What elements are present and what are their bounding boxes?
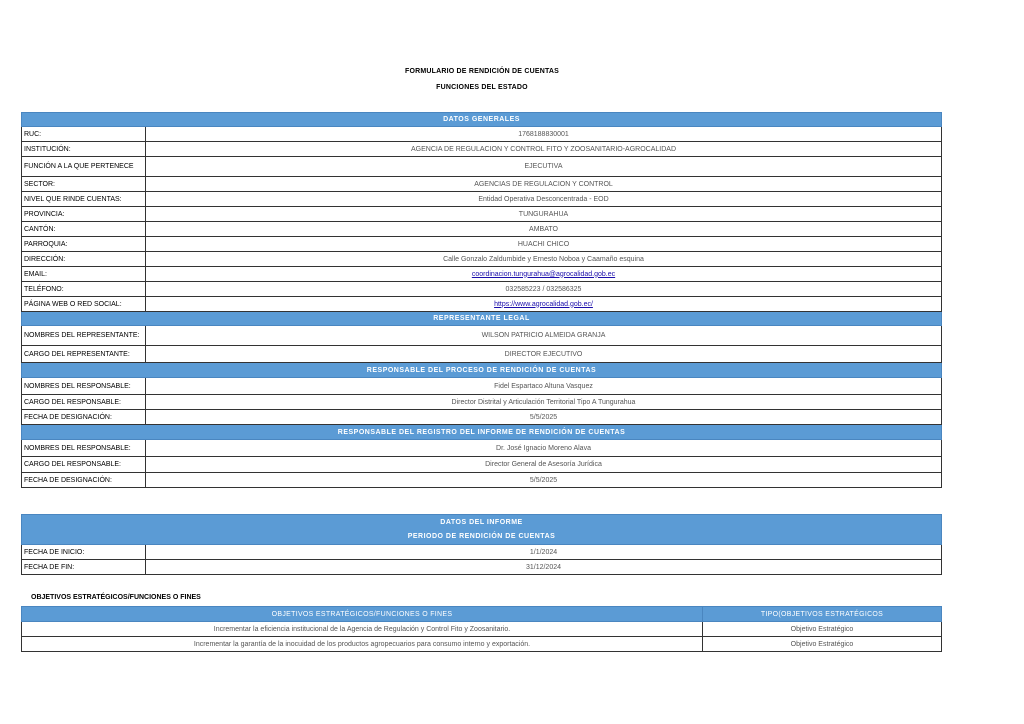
field-value: 5/5/2025 (146, 473, 942, 488)
column-header-objetivo: OBJETIVOS ESTRATÉGICOS/FUNCIONES O FINES (22, 607, 703, 622)
field-label: INSTITUCIÓN: (22, 142, 146, 157)
field-value: DIRECTOR EJECUTIVO (146, 346, 942, 363)
page-title: FORMULARIO DE RENDICIÓN DE CUENTAS (404, 68, 560, 75)
section-header-responsable-registro (22, 425, 942, 440)
table-row (22, 142, 942, 157)
table-row (22, 473, 942, 488)
table-row (22, 127, 942, 142)
field-label: FECHA DE FIN: (22, 560, 146, 575)
field-label: NOMBRES DEL RESPONSABLE: (22, 440, 146, 457)
table-row (22, 207, 942, 222)
field-label: CARGO DEL REPRESENTANTE: (22, 346, 146, 363)
page-subtitle: FUNCIONES DEL ESTADO (436, 84, 528, 91)
table-row (22, 440, 942, 457)
field-value: 032585223 / 032586325 (146, 282, 942, 297)
section-title: RESPONSABLE DEL REGISTRO DEL INFORME DE RENDICIÓN DE CUENTAS (22, 425, 942, 440)
table-row (22, 282, 942, 297)
table-row (22, 157, 942, 177)
field-label: NOMBRES DEL REPRESENTANTE: (22, 326, 146, 346)
table-row (22, 267, 942, 282)
field-label: PÁGINA WEB O RED SOCIAL: (22, 297, 146, 312)
field-value: EJECUTIVA (146, 157, 942, 177)
objective-text: Incrementar la eficiencia institucional de la Agencia de Regulación y Control Fito y Zoosanitario. (22, 622, 703, 637)
field-label: FUNCIÓN A LA QUE PERTENECE (22, 157, 146, 177)
section-title: DATOS GENERALES (22, 113, 942, 127)
field-label: DIRECCIÓN: (22, 252, 146, 267)
table-row (22, 457, 942, 473)
website-link[interactable]: https://www.agrocalidad.gob.ec/ (494, 300, 593, 308)
field-label: SECTOR: (22, 177, 146, 192)
table-row (22, 560, 942, 575)
section-header-responsable-proceso (22, 363, 942, 378)
field-label: NOMBRES DEL RESPONSABLE: (22, 378, 146, 395)
email-link[interactable]: coordinacion.tungurahua@agrocalidad.gob.ec (471, 270, 616, 278)
field-value: 31/12/2024 (146, 560, 942, 575)
field-value: Fidel Espartaco Altuna Vasquez (146, 378, 942, 395)
field-value: HUACHI CHICO (146, 237, 942, 252)
general-data-table (21, 112, 942, 488)
field-value: AGENCIAS DE REGULACION Y CONTROL (146, 177, 942, 192)
field-label: TELÉFONO: (22, 282, 146, 297)
field-label: PROVINCIA: (22, 207, 146, 222)
field-value: 1768188830001 (146, 127, 942, 142)
field-value: Entidad Operativa Desconcentrada - EOD (146, 192, 942, 207)
field-label: CARGO DEL RESPONSABLE: (22, 395, 146, 410)
column-header-tipo: TIPO(OBJETIVOS ESTRATÉGICOS (703, 607, 942, 622)
report-data-table (21, 514, 942, 575)
field-label: RUC: (22, 127, 146, 142)
field-label: CANTÓN: (22, 222, 146, 237)
table-row (22, 395, 942, 410)
field-value: Director Distrital y Articulación Territorial Tipo A Tungurahua (146, 395, 942, 410)
objectives-table (21, 606, 942, 652)
section-header-datos-generales (22, 113, 942, 127)
table-row (22, 378, 942, 395)
table-row (22, 545, 942, 560)
table-row (22, 326, 942, 346)
table-row (22, 297, 942, 312)
section-title: DATOS DEL INFORME (22, 515, 942, 530)
objective-type: Objetivo Estratégico (703, 622, 942, 637)
table-row (22, 222, 942, 237)
section-title: REPRESENTANTE LEGAL (22, 312, 942, 326)
table-row (22, 192, 942, 207)
table-row (22, 346, 942, 363)
field-label: PARROQUIA: (22, 237, 146, 252)
field-label: EMAIL: (22, 267, 146, 282)
section-title: RESPONSABLE DEL PROCESO DE RENDICIÓN DE CUENTAS (22, 363, 942, 378)
objectives-title: OBJETIVOS ESTRATÉGICOS/FUNCIONES O FINES (31, 594, 201, 601)
field-value: Director General de Asesoría Jurídica (146, 457, 942, 473)
table-row (22, 622, 942, 637)
table-row (22, 237, 942, 252)
field-value: Calle Gonzalo Zaldumbide y Ernesto Noboa y Caamaño esquina (146, 252, 942, 267)
section-header-representante (22, 312, 942, 326)
field-value: AGENCIA DE REGULACION Y CONTROL FITO Y ZOOSANITARIO-AGROCALIDAD (146, 142, 942, 157)
table-row (22, 252, 942, 267)
field-label: CARGO DEL RESPONSABLE: (22, 457, 146, 473)
objective-type: Objetivo Estratégico (703, 637, 942, 652)
section-subheader-periodo (22, 530, 942, 545)
table-row (22, 177, 942, 192)
table-row (22, 410, 942, 425)
field-value: Dr. José Ignacio Moreno Alava (146, 440, 942, 457)
field-label: FECHA DE DESIGNACIÓN: (22, 410, 146, 425)
field-value: WILSON PATRICIO ALMEIDA GRANJA (146, 326, 942, 346)
section-header-datos-informe (22, 515, 942, 530)
objective-text: Incrementar la garantía de la inocuidad de los productos agropecuarios para consumo interno y exportación. (22, 637, 703, 652)
field-label: NIVEL QUE RINDE CUENTAS: (22, 192, 146, 207)
field-value: 5/5/2025 (146, 410, 942, 425)
table-header-row (22, 607, 942, 622)
field-label: FECHA DE INICIO: (22, 545, 146, 560)
field-value: TUNGURAHUA (146, 207, 942, 222)
section-subtitle: PERIODO DE RENDICIÓN DE CUENTAS (22, 530, 942, 545)
field-value: AMBATO (146, 222, 942, 237)
field-label: FECHA DE DESIGNACIÓN: (22, 473, 146, 488)
field-value: 1/1/2024 (146, 545, 942, 560)
table-row (22, 637, 942, 652)
